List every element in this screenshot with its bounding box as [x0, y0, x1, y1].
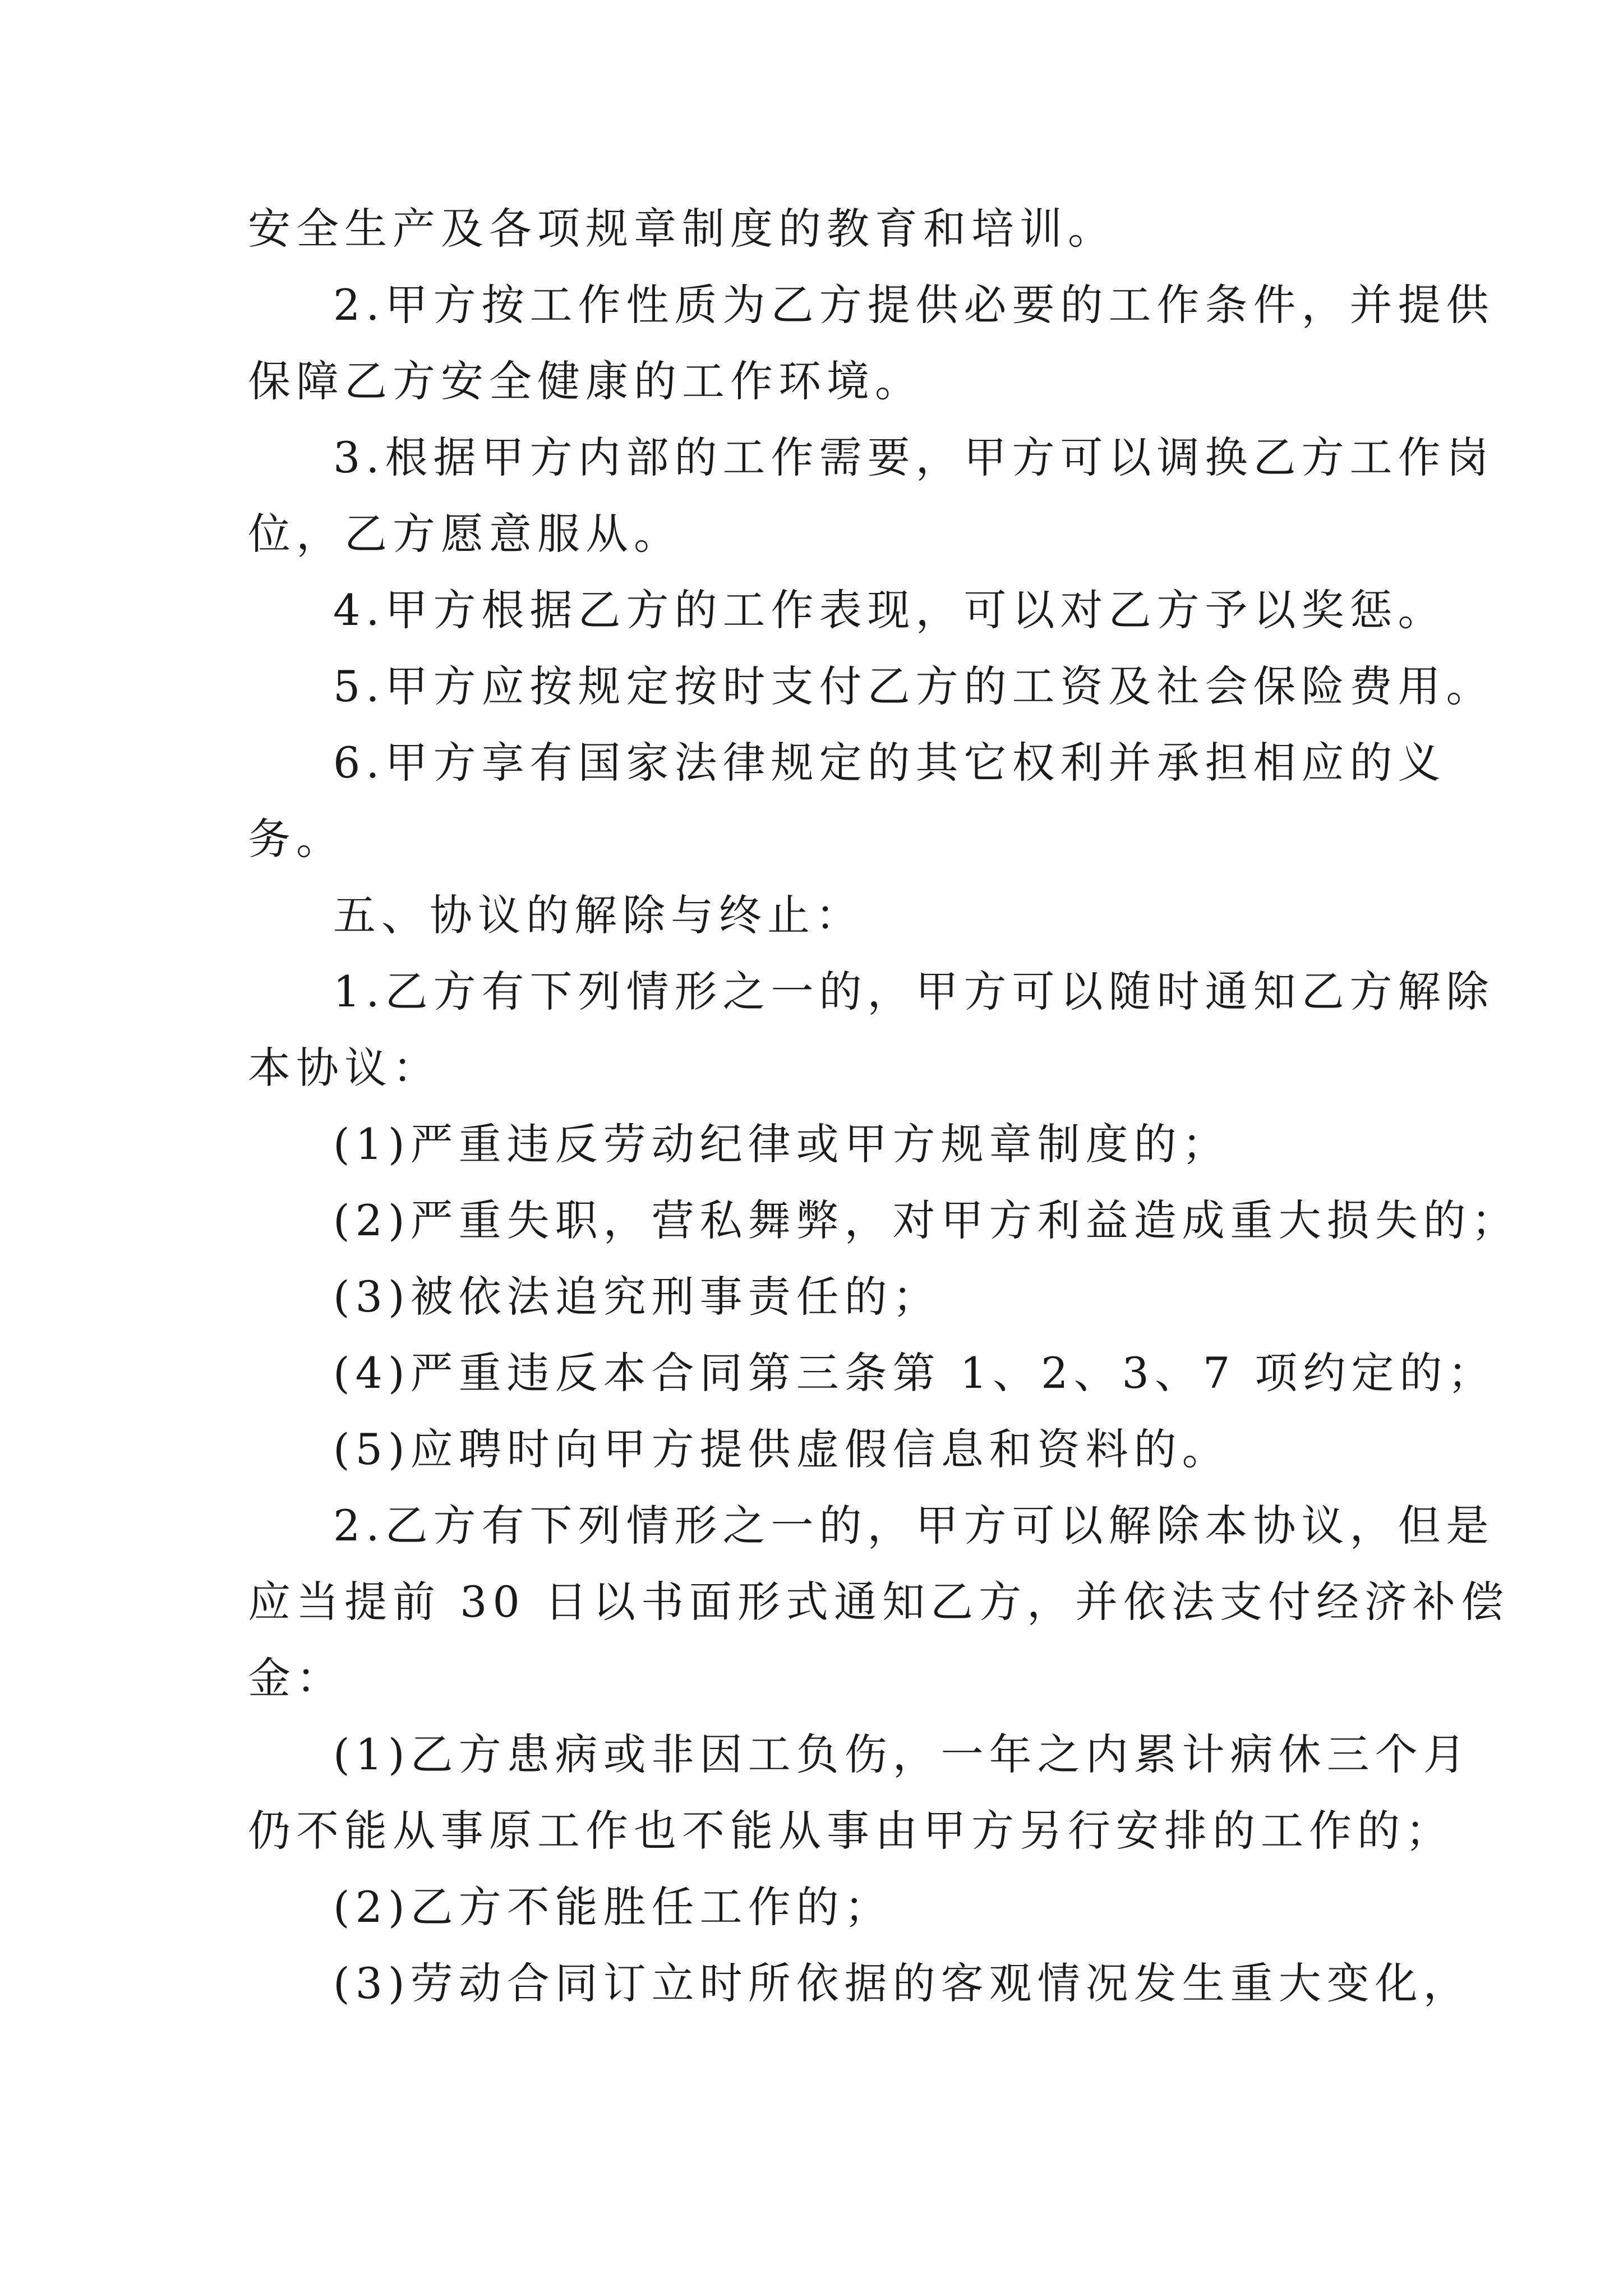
text-line: 务。	[248, 814, 344, 864]
text-line: 3.根据甲方内部的工作需要，甲方可以调换乙方工作岗	[333, 432, 1495, 482]
text-line: 5.甲方应按规定按时支付乙方的工资及社会保险费用。	[333, 661, 1495, 711]
text-line: 仍不能从事原工作也不能从事由甲方另行安排的工作的；	[248, 1806, 1454, 1856]
section-heading: 五、协议的解除与终止：	[333, 890, 864, 940]
text-line: 本协议：	[248, 1043, 441, 1093]
list-item: (2)严重失职，营私舞弊，对甲方利益造成重大损失的；	[333, 1195, 1520, 1245]
document-body	[248, 191, 1520, 2022]
list-item: (1)乙方患病或非因工负伤，一年之内累计病休三个月	[333, 1729, 1472, 1779]
text-line: 安全生产及各项规章制度的教育和培训。	[248, 204, 1116, 254]
list-item: (1)严重违反劳动纪律或甲方规章制度的；	[333, 1119, 1230, 1169]
text-line: 应当提前 30 日以书面形式通知乙方，并依法支付经济补偿	[248, 1577, 1510, 1627]
list-item: (4)严重违反本合同第三条第 1、2、3、7 项约定的；	[333, 1348, 1496, 1398]
list-item: (3)劳动合同订立时所依据的客观情况发生重大变化，	[333, 1958, 1472, 2008]
text-line: 2.甲方按工作性质为乙方提供必要的工作条件，并提供	[333, 280, 1495, 330]
list-item: (2)乙方不能胜任工作的；	[333, 1882, 893, 1932]
text-line: 6.甲方享有国家法律规定的其它权利并承担相应的义	[333, 738, 1446, 788]
list-item: (3)被依法追究刑事责任的；	[333, 1272, 941, 1322]
text-line: 保障乙方安全健康的工作环境。	[248, 356, 923, 406]
text-line: 4.甲方根据乙方的工作表现，可以对乙方予以奖惩。	[333, 585, 1446, 635]
text-line: 位，乙方愿意服从。	[248, 509, 682, 559]
text-line: 1.乙方有下列情形之一的，甲方可以随时通知乙方解除	[333, 967, 1495, 1016]
text-line: 金：	[248, 1653, 344, 1703]
list-item: (5)应聘时向甲方提供虚假信息和资料的。	[333, 1424, 1230, 1474]
text-line: 2.乙方有下列情形之一的，甲方可以解除本协议，但是	[333, 1501, 1495, 1550]
